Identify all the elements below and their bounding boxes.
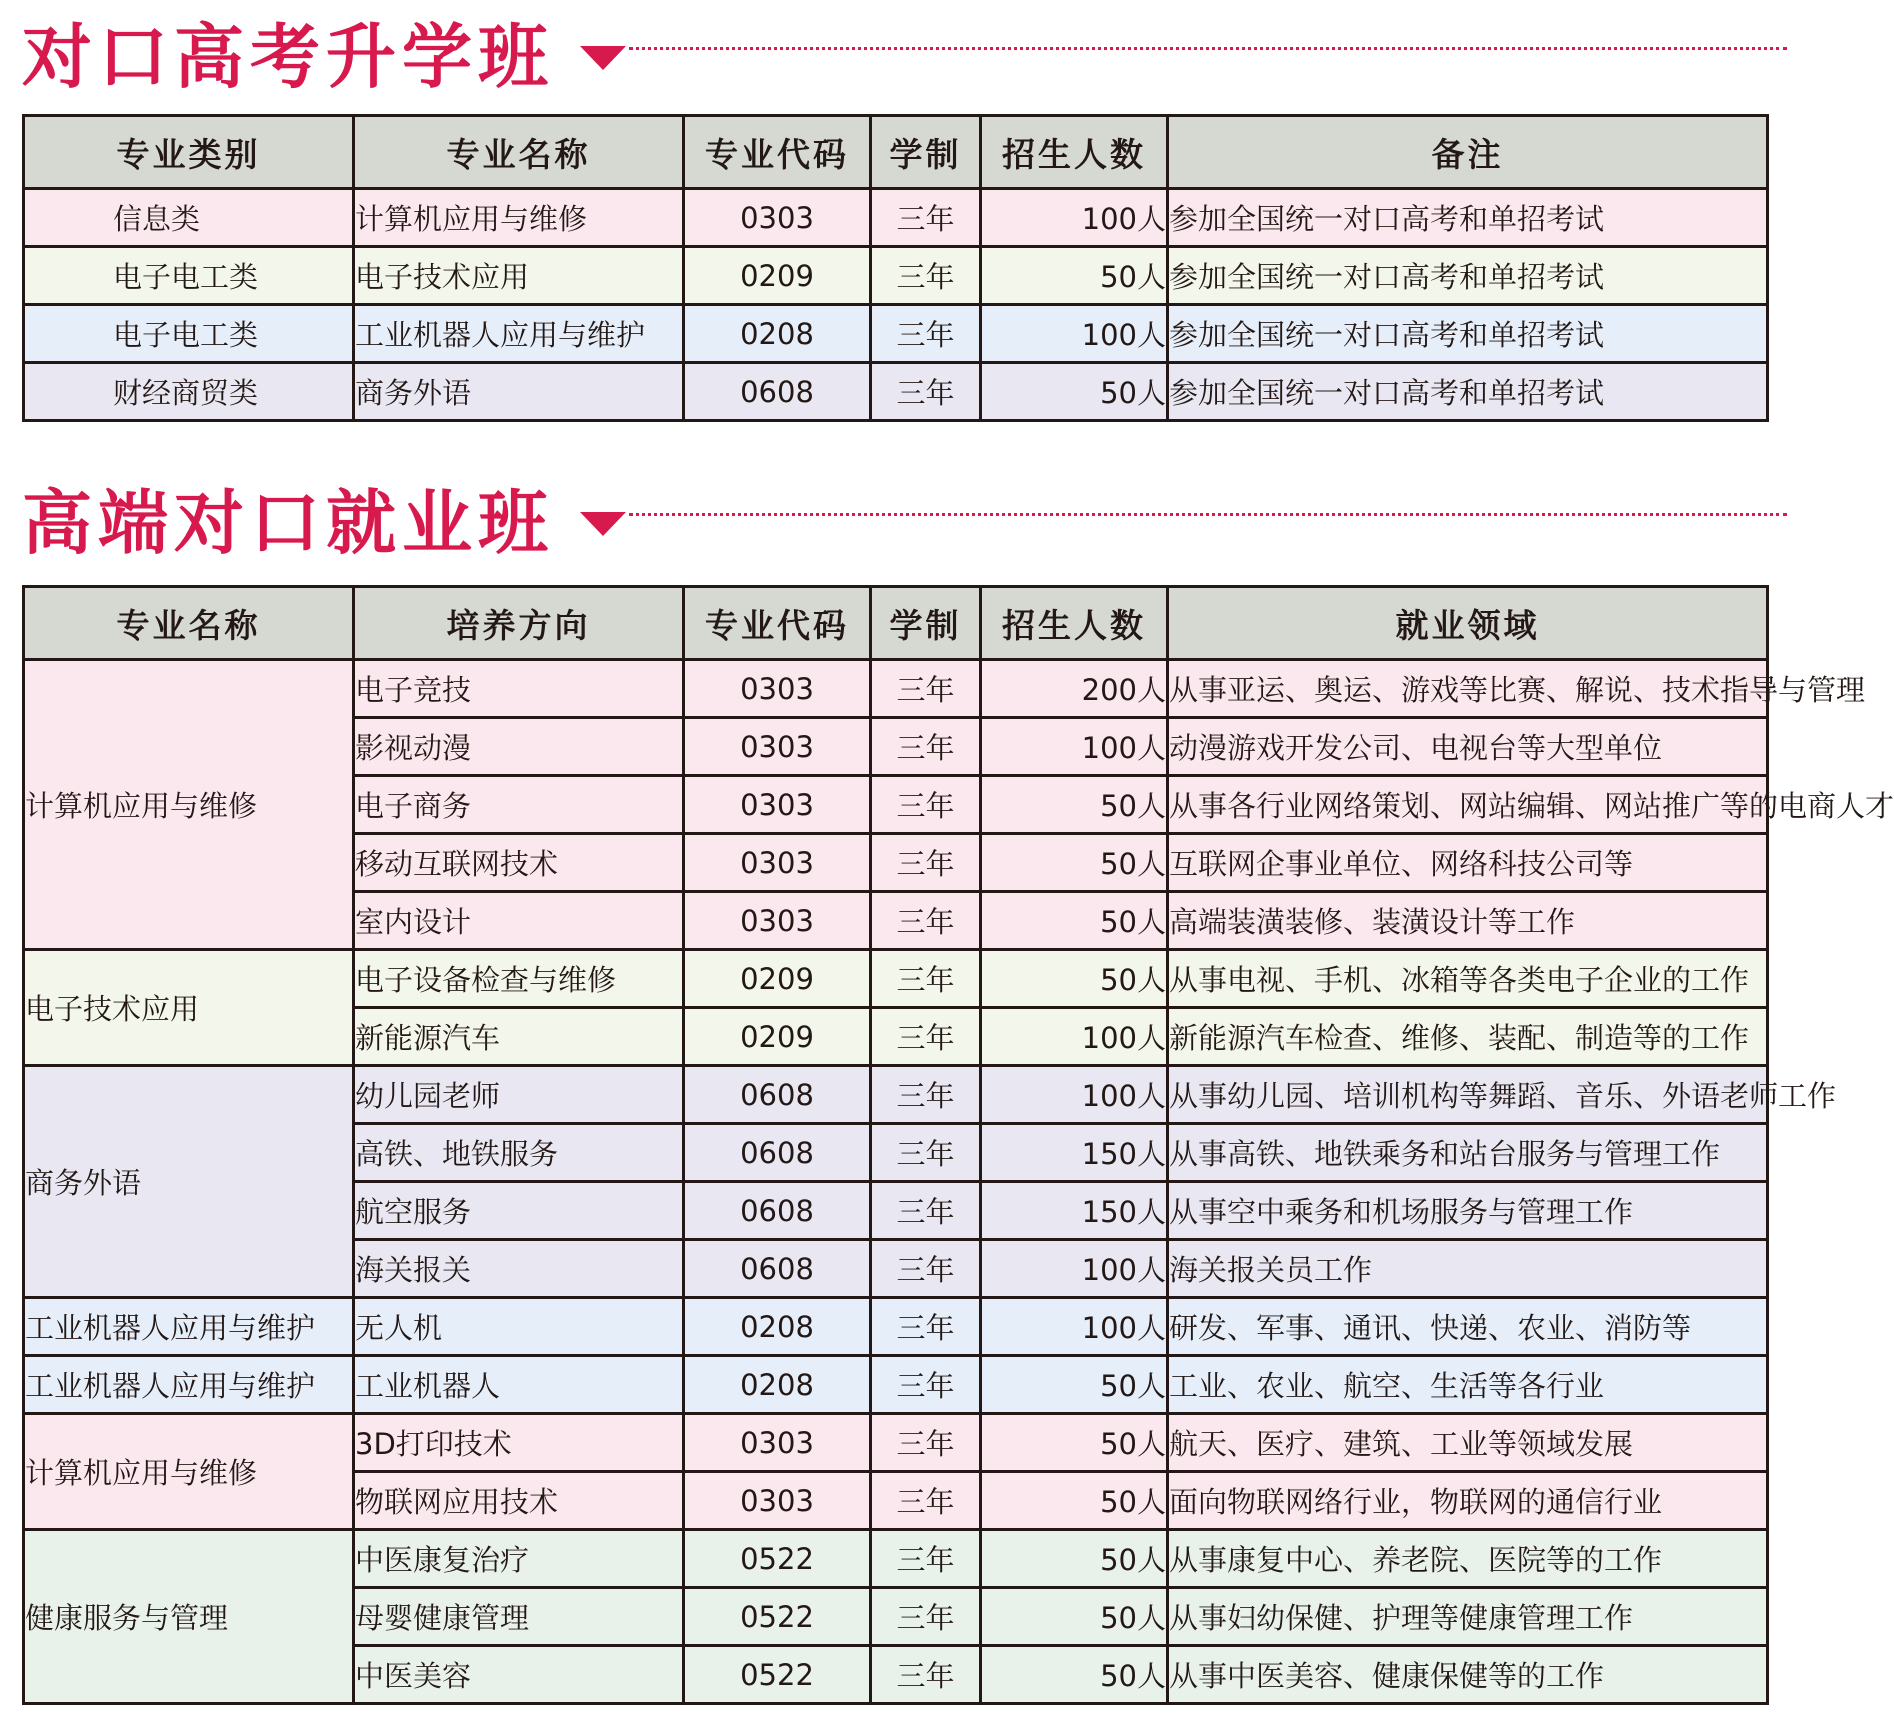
section-2-title: 高端对口就业班 <box>22 482 554 564</box>
header-duration: 学制 <box>871 587 981 660</box>
table-row <box>24 1530 1768 1588</box>
header-major: 专业名称 <box>354 116 684 189</box>
header-duration: 学制 <box>871 116 981 189</box>
major-cell: 工业机器人应用与维护 <box>354 305 684 363</box>
header-code: 专业代码 <box>684 116 871 189</box>
note-cell: 参加全国统一对口高考和单招考试 <box>1168 305 1768 363</box>
count-cell: 100人 <box>981 1066 1168 1124</box>
count-cell: 50人 <box>981 247 1168 305</box>
major-group-cell: 计算机应用与维修 <box>24 1414 354 1530</box>
count-cell: 50人 <box>981 1356 1168 1414</box>
field-cell: 海关报关员工作 <box>1168 1240 1768 1298</box>
table-row <box>24 1066 1768 1124</box>
direction-cell: 电子竞技 <box>354 660 684 718</box>
count-cell: 100人 <box>981 189 1168 247</box>
code-cell: 0608 <box>684 363 871 421</box>
count-cell: 100人 <box>981 1240 1168 1298</box>
duration-cell: 三年 <box>871 1646 981 1704</box>
note-cell: 参加全国统一对口高考和单招考试 <box>1168 247 1768 305</box>
table-row <box>24 1356 1768 1414</box>
count-cell: 50人 <box>981 950 1168 1008</box>
triangle-down-icon <box>580 46 626 70</box>
direction-cell: 无人机 <box>354 1298 684 1356</box>
field-cell: 从事亚运、奥运、游戏等比赛、解说、技术指导与管理 <box>1168 660 1768 718</box>
field-cell: 从事妇幼保健、护理等健康管理工作 <box>1168 1588 1768 1646</box>
duration-cell: 三年 <box>871 1588 981 1646</box>
section-2-header <box>22 478 1767 568</box>
field-cell: 从事电视、手机、冰箱等各类电子企业的工作 <box>1168 950 1768 1008</box>
field-cell: 从事高铁、地铁乘务和站台服务与管理工作 <box>1168 1124 1768 1182</box>
count-cell: 50人 <box>981 1646 1168 1704</box>
duration-cell: 三年 <box>871 1298 981 1356</box>
field-cell: 高端装潢装修、装潢设计等工作 <box>1168 892 1768 950</box>
count-cell: 50人 <box>981 776 1168 834</box>
field-cell: 航天、医疗、建筑、工业等领域发展 <box>1168 1414 1768 1472</box>
count-cell: 150人 <box>981 1182 1168 1240</box>
category-cell: 财经商贸类 <box>24 363 354 421</box>
duration-cell: 三年 <box>871 1066 981 1124</box>
count-cell: 50人 <box>981 1472 1168 1530</box>
code-cell: 0209 <box>684 1008 871 1066</box>
direction-cell: 电子设备检查与维修 <box>354 950 684 1008</box>
table-row <box>24 189 1768 247</box>
table-row <box>24 305 1768 363</box>
major-group-cell: 工业机器人应用与维护 <box>24 1298 354 1356</box>
field-cell: 从事幼儿园、培训机构等舞蹈、音乐、外语老师工作 <box>1168 1066 1768 1124</box>
code-cell: 0209 <box>684 950 871 1008</box>
duration-cell: 三年 <box>871 189 981 247</box>
field-cell: 动漫游戏开发公司、电视台等大型单位 <box>1168 718 1768 776</box>
header-count: 招生人数 <box>981 116 1168 189</box>
code-cell: 0303 <box>684 718 871 776</box>
major-group-cell: 健康服务与管理 <box>24 1530 354 1704</box>
duration-cell: 三年 <box>871 1124 981 1182</box>
major-group-cell: 工业机器人应用与维护 <box>24 1356 354 1414</box>
code-cell: 0522 <box>684 1588 871 1646</box>
major-group-cell: 商务外语 <box>24 1066 354 1298</box>
code-cell: 0209 <box>684 247 871 305</box>
code-cell: 0608 <box>684 1182 871 1240</box>
admission-table <box>22 114 1769 422</box>
count-cell: 50人 <box>981 1530 1168 1588</box>
code-cell: 0303 <box>684 892 871 950</box>
table-row <box>24 247 1768 305</box>
count-cell: 50人 <box>981 892 1168 950</box>
major-group-cell: 电子技术应用 <box>24 950 354 1066</box>
direction-cell: 中医美容 <box>354 1646 684 1704</box>
count-cell: 100人 <box>981 718 1168 776</box>
duration-cell: 三年 <box>871 1182 981 1240</box>
direction-cell: 新能源汽车 <box>354 1008 684 1066</box>
duration-cell: 三年 <box>871 1240 981 1298</box>
triangle-down-icon <box>580 512 626 536</box>
direction-cell: 室内设计 <box>354 892 684 950</box>
duration-cell: 三年 <box>871 1530 981 1588</box>
code-cell: 0303 <box>684 660 871 718</box>
header-field: 就业领域 <box>1168 587 1768 660</box>
major-cell: 商务外语 <box>354 363 684 421</box>
field-cell: 从事空中乘务和机场服务与管理工作 <box>1168 1182 1768 1240</box>
table-row <box>24 1298 1768 1356</box>
count-cell: 50人 <box>981 363 1168 421</box>
count-cell: 100人 <box>981 1008 1168 1066</box>
header-code: 专业代码 <box>684 587 871 660</box>
direction-cell: 母婴健康管理 <box>354 1588 684 1646</box>
table-row <box>24 1414 1768 1472</box>
major-cell: 计算机应用与维修 <box>354 189 684 247</box>
employment-table <box>22 585 1894 1705</box>
table-row <box>24 950 1768 1008</box>
major-cell: 电子技术应用 <box>354 247 684 305</box>
code-cell: 0522 <box>684 1646 871 1704</box>
duration-cell: 三年 <box>871 1356 981 1414</box>
count-cell: 200人 <box>981 660 1168 718</box>
duration-cell: 三年 <box>871 305 981 363</box>
code-cell: 0303 <box>684 1472 871 1530</box>
direction-cell: 中医康复治疗 <box>354 1530 684 1588</box>
field-cell: 工业、农业、航空、生活等各行业 <box>1168 1356 1768 1414</box>
header-count: 招生人数 <box>981 587 1168 660</box>
code-cell: 0608 <box>684 1066 871 1124</box>
code-cell: 0608 <box>684 1240 871 1298</box>
duration-cell: 三年 <box>871 718 981 776</box>
duration-cell: 三年 <box>871 834 981 892</box>
count-cell: 50人 <box>981 1414 1168 1472</box>
field-cell: 研发、军事、通讯、快递、农业、消防等 <box>1168 1298 1768 1356</box>
count-cell: 100人 <box>981 305 1168 363</box>
direction-cell: 影视动漫 <box>354 718 684 776</box>
count-cell: 150人 <box>981 1124 1168 1182</box>
field-cell: 面向物联网络行业，物联网的通信行业 <box>1168 1472 1768 1530</box>
duration-cell: 三年 <box>871 950 981 1008</box>
header-major: 专业名称 <box>24 587 354 660</box>
direction-cell: 航空服务 <box>354 1182 684 1240</box>
field-cell: 互联网企事业单位、网络科技公司等 <box>1168 834 1768 892</box>
duration-cell: 三年 <box>871 1414 981 1472</box>
code-cell: 0303 <box>684 189 871 247</box>
duration-cell: 三年 <box>871 1008 981 1066</box>
code-cell: 0208 <box>684 1356 871 1414</box>
code-cell: 0303 <box>684 776 871 834</box>
direction-cell: 物联网应用技术 <box>354 1472 684 1530</box>
direction-cell: 海关报关 <box>354 1240 684 1298</box>
duration-cell: 三年 <box>871 660 981 718</box>
field-cell: 从事康复中心、养老院、医院等的工作 <box>1168 1530 1768 1588</box>
dotted-divider <box>629 47 1787 50</box>
section-1-title: 对口高考升学班 <box>22 16 554 98</box>
code-cell: 0208 <box>684 305 871 363</box>
table-header-row <box>24 587 1768 660</box>
count-cell: 100人 <box>981 1298 1168 1356</box>
direction-cell: 3D打印技术 <box>354 1414 684 1472</box>
code-cell: 0608 <box>684 1124 871 1182</box>
header-category: 专业类别 <box>24 116 354 189</box>
code-cell: 0522 <box>684 1530 871 1588</box>
duration-cell: 三年 <box>871 1472 981 1530</box>
note-cell: 参加全国统一对口高考和单招考试 <box>1168 189 1768 247</box>
duration-cell: 三年 <box>871 363 981 421</box>
duration-cell: 三年 <box>871 247 981 305</box>
count-cell: 50人 <box>981 1588 1168 1646</box>
header-note: 备注 <box>1168 116 1768 189</box>
major-group-cell: 计算机应用与维修 <box>24 660 354 950</box>
category-cell: 电子电工类 <box>24 247 354 305</box>
note-cell: 参加全国统一对口高考和单招考试 <box>1168 363 1768 421</box>
field-cell: 新能源汽车检查、维修、装配、制造等的工作 <box>1168 1008 1768 1066</box>
direction-cell: 电子商务 <box>354 776 684 834</box>
field-cell: 从事中医美容、健康保健等的工作 <box>1168 1646 1768 1704</box>
table-row <box>24 660 1768 718</box>
duration-cell: 三年 <box>871 776 981 834</box>
code-cell: 0303 <box>684 834 871 892</box>
category-cell: 信息类 <box>24 189 354 247</box>
direction-cell: 幼儿园老师 <box>354 1066 684 1124</box>
code-cell: 0208 <box>684 1298 871 1356</box>
direction-cell: 工业机器人 <box>354 1356 684 1414</box>
table-row <box>24 363 1768 421</box>
category-cell: 电子电工类 <box>24 305 354 363</box>
direction-cell: 移动互联网技术 <box>354 834 684 892</box>
duration-cell: 三年 <box>871 892 981 950</box>
table-header-row <box>24 116 1768 189</box>
section-1-header <box>22 12 1767 102</box>
code-cell: 0303 <box>684 1414 871 1472</box>
count-cell: 50人 <box>981 834 1168 892</box>
field-cell: 从事各行业网络策划、网站编辑、网站推广等的电商人才 <box>1168 776 1768 834</box>
direction-cell: 高铁、地铁服务 <box>354 1124 684 1182</box>
dotted-divider <box>629 513 1787 516</box>
header-direction: 培养方向 <box>354 587 684 660</box>
